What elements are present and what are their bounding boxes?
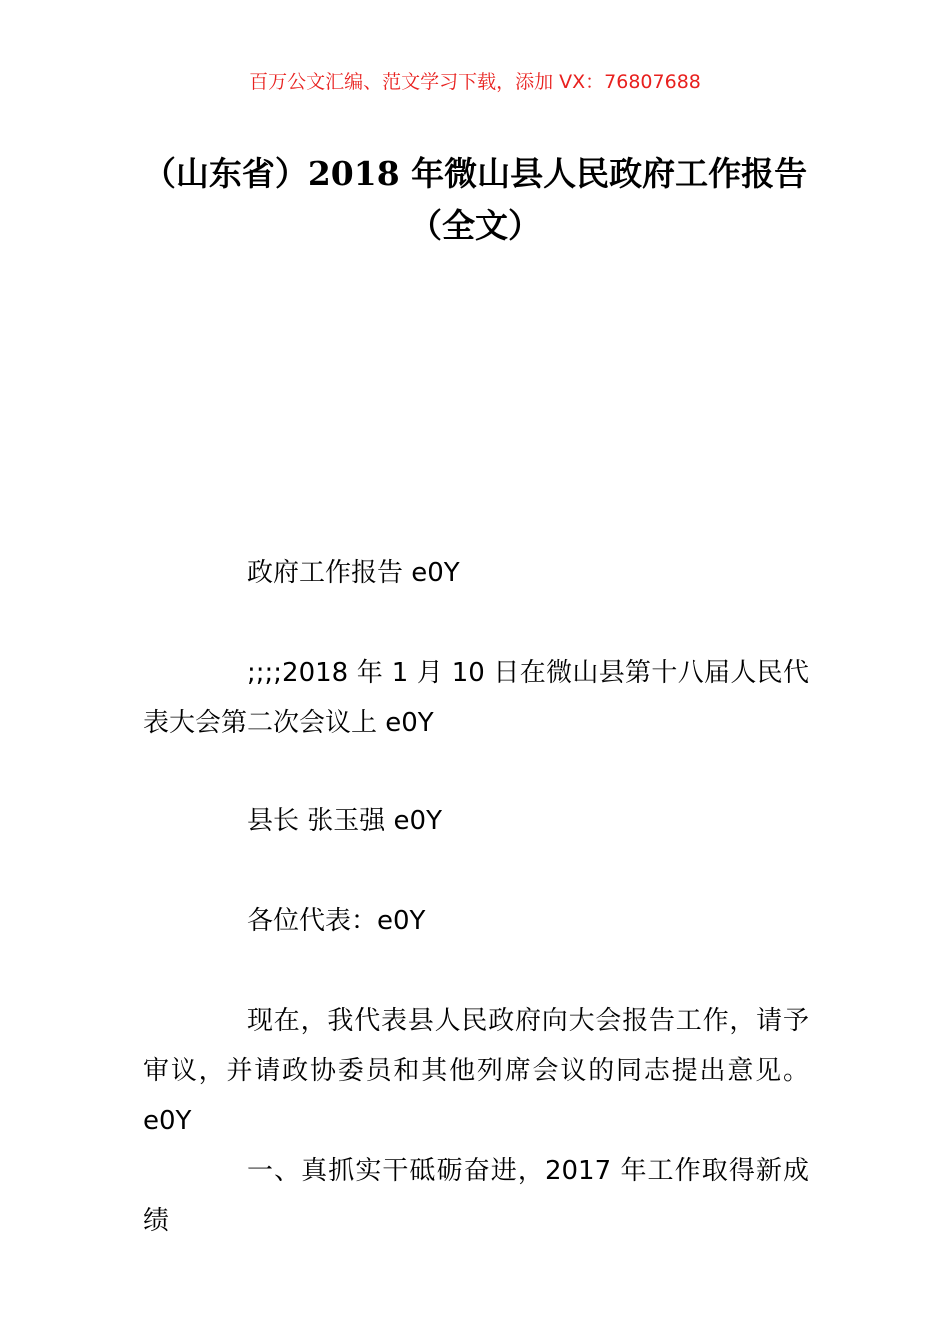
header-note: 百万公文汇编、范文学习下载，添加 VX：76807688 (249, 71, 701, 93)
document-title: （山东省）2018 年微山县人民政府工作报告（全文） (142, 154, 808, 245)
paragraph-opening: 现在，我代表县人民政府向大会报告工作，请予审议，并请政协委员和其他列席会议的同志提出意见。e0Y (143, 1006, 809, 1136)
paragraph-speaker: 县长 张玉强 e0Y (247, 806, 442, 836)
section-heading-1: 一、真抓实干砥砺奋进，2017 年工作取得新成绩 (143, 1156, 809, 1236)
paragraph-salutation: 各位代表：e0Y (247, 906, 426, 936)
paragraph-meeting-date: ;;;;2018 年 1 月 10 日在微山县第十八届人民代表大会第二次会议上 e0Y (143, 658, 809, 738)
paragraph-report-label: 政府工作报告 e0Y (247, 558, 460, 588)
